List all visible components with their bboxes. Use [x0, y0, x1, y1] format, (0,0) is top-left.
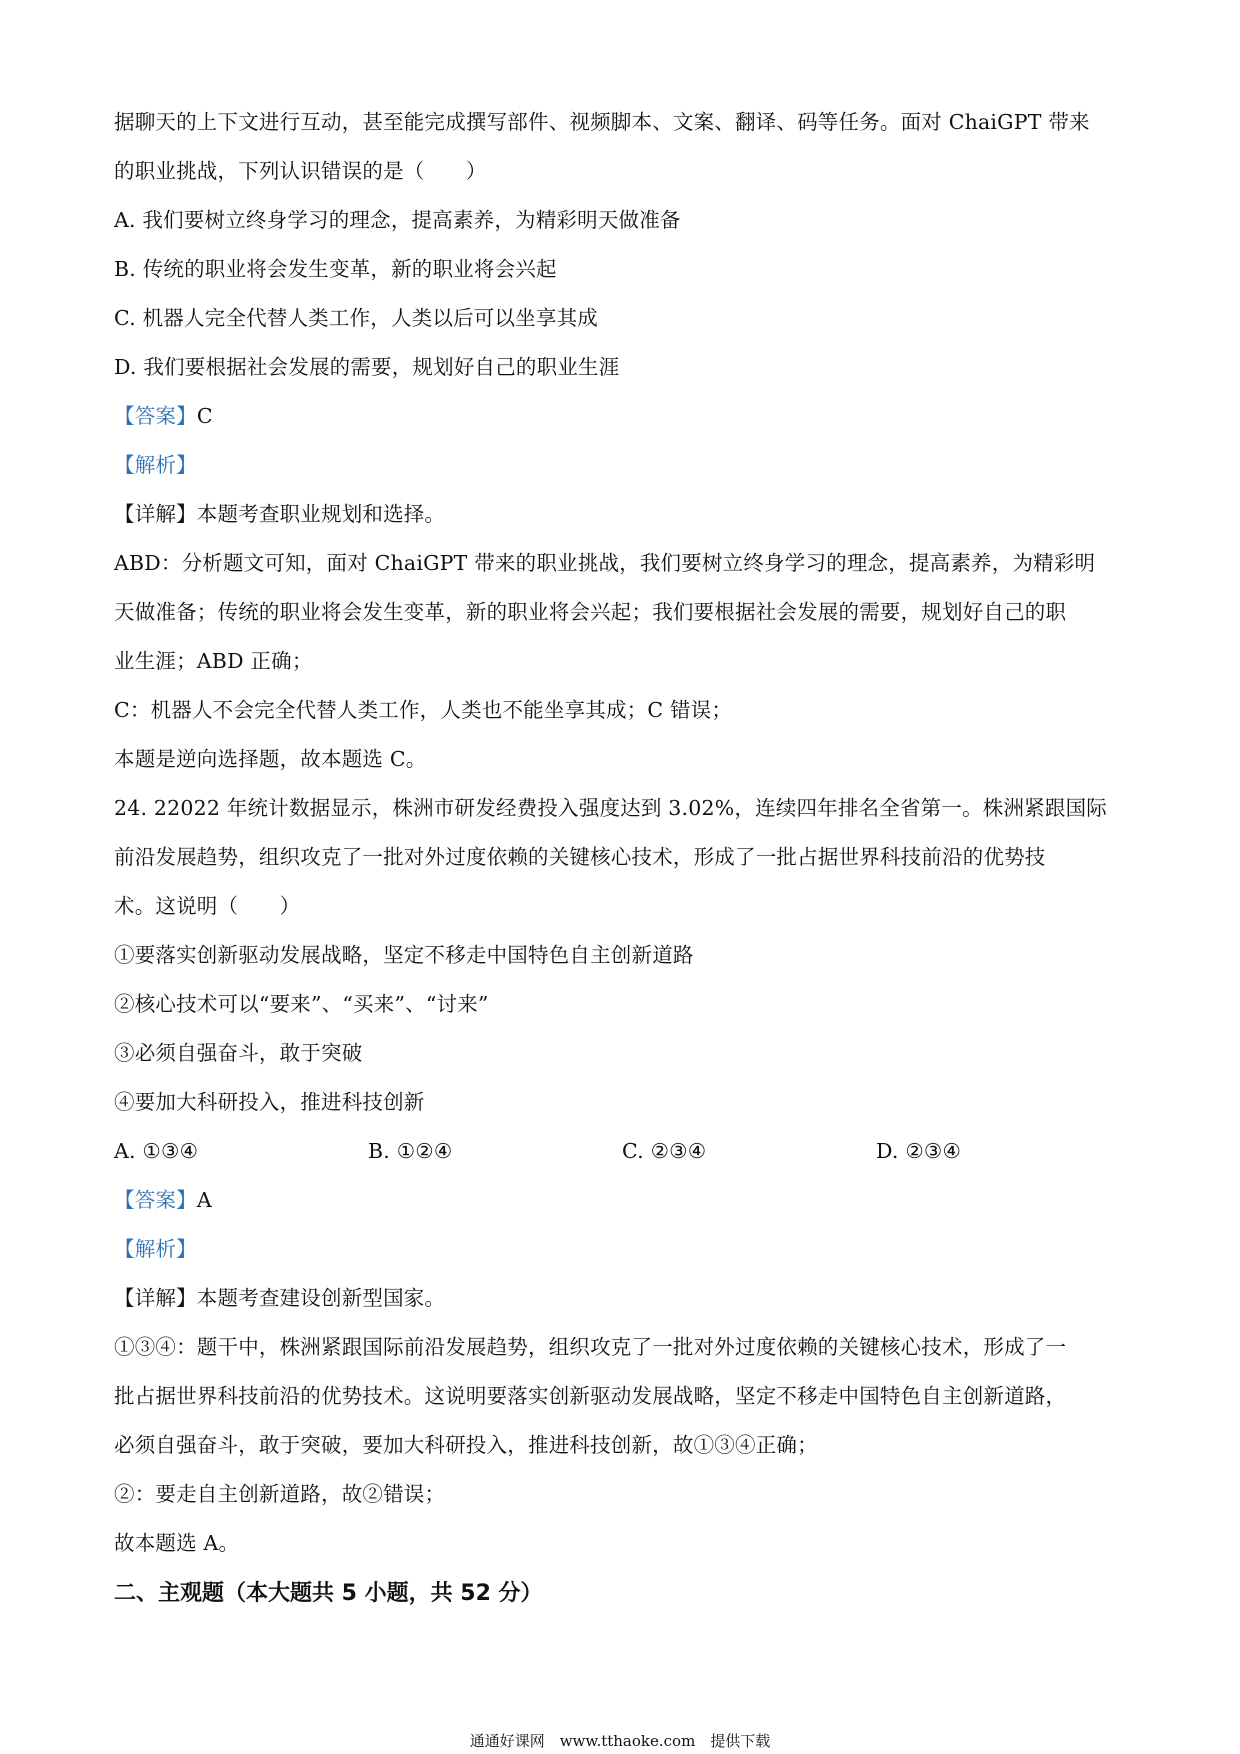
q23-detail-line-1: 【详解】本题考查职业规划和选择。: [114, 502, 446, 526]
q23-detail-line-6: 本题是逆向选择题，故本题选 C。: [114, 747, 427, 771]
q23-answer-value: C: [196, 404, 213, 428]
page-footer: 通通好课网 www.tthaoke.com 提供下载: [469, 1732, 771, 1750]
q23-analysis: [114, 441, 1134, 490]
q24-statement-2: ②核心技术可以“要来”、“买来”、“讨来”: [114, 992, 489, 1016]
q24-answer-tag: 【答案】: [114, 1188, 197, 1212]
q23-answer-tag: 【答案】: [114, 404, 197, 428]
q23-answer: [114, 392, 1134, 441]
q24-detail-line-1: 【详解】本题考查建设创新型国家。: [114, 1286, 446, 1310]
q24-analysis-tag: 【解析】: [114, 1237, 197, 1261]
q24-answer-value: A: [196, 1188, 212, 1212]
q23-option-c: C. 机器人完全代替人类工作，人类以后可以坐享其成: [114, 306, 598, 330]
q23-stem-line-2: 的职业挑战，下列认识错误的是（ ）: [114, 159, 487, 183]
q24-option-c: C. ②③④: [622, 1139, 707, 1163]
q23-stem-line-1: 据聊天的上下文进行互动，甚至能完成撰写部件、视频脚本、文案、翻译、码等任务。面对 ChaiGPT 带来: [114, 110, 1090, 134]
q24-statement-3: ③必须自强奋斗，敢于突破: [114, 1041, 363, 1065]
q24-answer: [114, 1176, 1134, 1225]
q24-detail-line-6: 故本题选 A。: [114, 1531, 240, 1555]
q23-detail-line-2: ABD：分析题文可知，面对 ChaiGPT 带来的职业挑战，我们要树立终身学习的理念，提高素养，为精彩明: [114, 551, 1096, 575]
q24-stem-line-3: 术。这说明（ ）: [114, 894, 301, 918]
q23-option-d: D. 我们要根据社会发展的需要，规划好自己的职业生涯: [114, 355, 620, 379]
q24-analysis: [114, 1225, 1134, 1274]
q24-detail-line-3: 批占据世界科技前沿的优势技术。这说明要落实创新驱动发展战略，坚定不移走中国特色自主创新道路，: [114, 1384, 1067, 1408]
q24-detail-line-5: ②：要走自主创新道路，故②错误；: [114, 1482, 446, 1506]
q24-options: [114, 1127, 1134, 1176]
section-2-title: 二、主观题（本大题共 5 小题，共 52 分）: [114, 1581, 543, 1606]
q24-option-b: B. ①②④: [368, 1139, 453, 1163]
q23-option-a: A. 我们要树立终身学习的理念，提高素养，为精彩明天做准备: [114, 208, 681, 232]
q24-option-a: A. ①③④: [114, 1139, 199, 1163]
q24-detail-line-4: 必须自强奋斗，敢于突破，要加大科研投入，推进科技创新，故①③④正确；: [114, 1433, 818, 1457]
q24-stem-line-1: 24. 22022 年统计数据显示，株洲市研发经费投入强度达到 3.02%，连续四年排名全省第一。株洲紧跟国际: [114, 796, 1107, 820]
q23-option-b: B. 传统的职业将会发生变革，新的职业将会兴起: [114, 257, 557, 281]
q24-statement-1: ①要落实创新驱动发展战略，坚定不移走中国特色自主创新道路: [114, 943, 694, 967]
q24-stem-line-2: 前沿发展趋势，组织攻克了一批对外过度依赖的关键核心技术，形成了一批占据世界科技前沿的优势技: [114, 845, 1046, 869]
q24-statement-4: ④要加大科研投入，推进科技创新: [114, 1090, 425, 1114]
q23-detail-line-3: 天做准备；传统的职业将会发生变革，新的职业将会兴起；我们要根据社会发展的需要，规划好自己的职: [114, 600, 1067, 624]
q23-analysis-tag: 【解析】: [114, 453, 197, 477]
q23-detail-line-4: 业生涯；ABD 正确；: [114, 649, 313, 673]
q24-detail-line-2: ①③④：题干中，株洲紧跟国际前沿发展趋势，组织攻克了一批对外过度依赖的关键核心技术，形成了一: [114, 1335, 1067, 1359]
document-body: [114, 98, 1134, 1620]
q23-detail-line-5: C：机器人不会完全代替人类工作，人类也不能坐享其成；C 错误；: [114, 698, 733, 722]
q24-option-d: D. ②③④: [876, 1139, 962, 1163]
